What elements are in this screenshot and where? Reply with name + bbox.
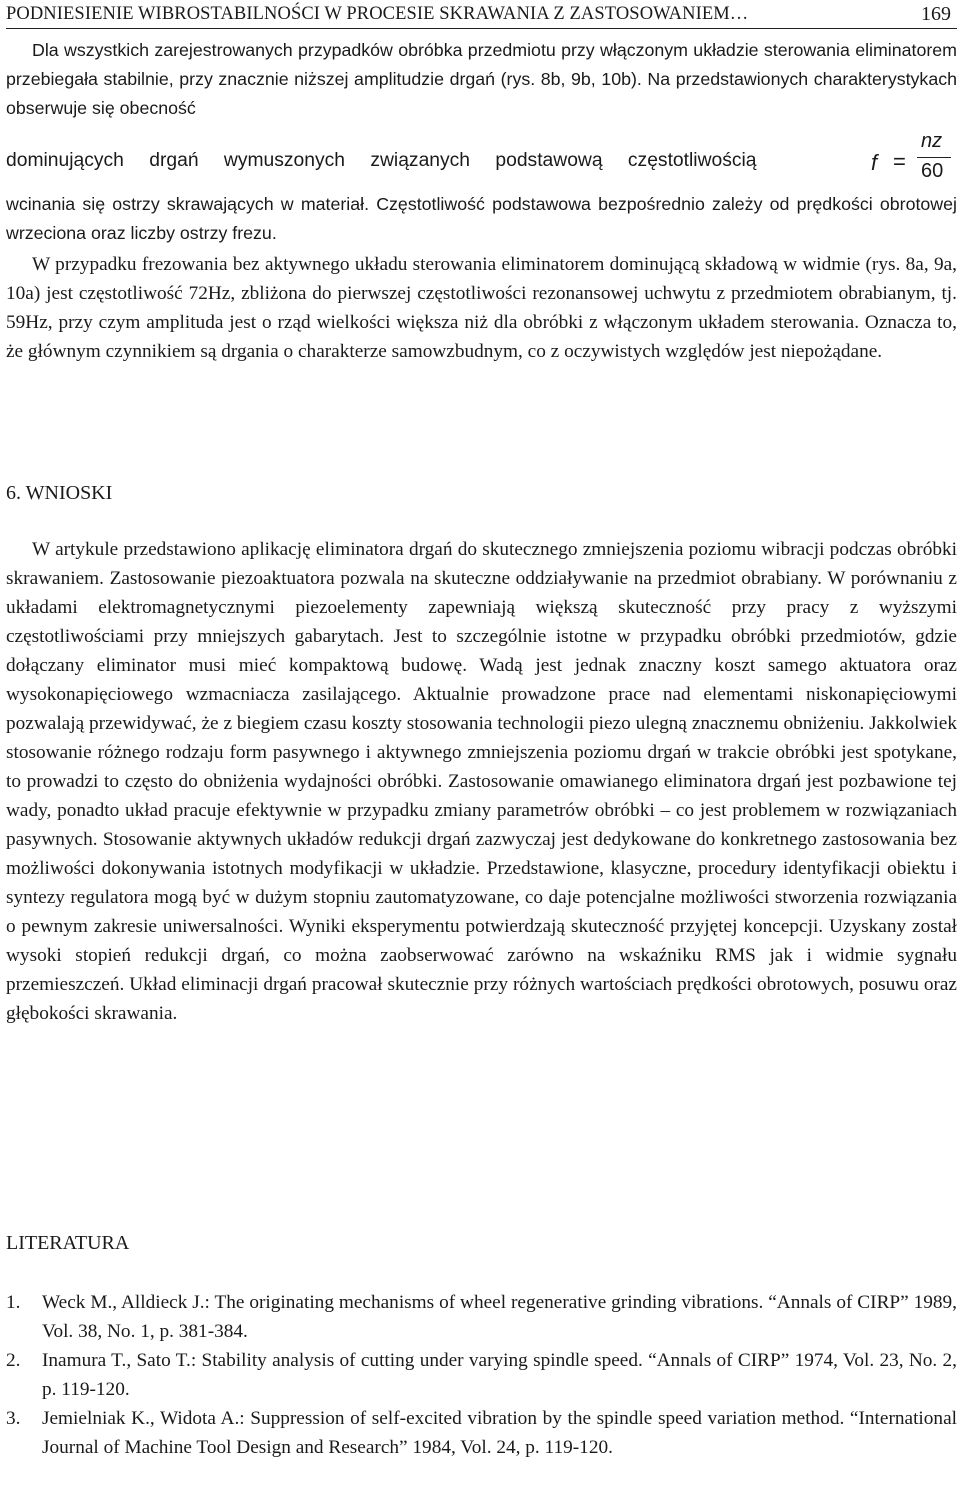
formula-denominator: 60 — [921, 160, 944, 182]
reference-item — [6, 1346, 957, 1404]
reference-list — [6, 1288, 957, 1462]
reference-number: 2. — [6, 1350, 21, 1371]
page-number: 169 — [921, 3, 951, 25]
formula-lhs: f — [871, 150, 878, 175]
paragraph-intro-3: W przypadku frezowania bez aktywnego układu sterowania eliminatorem dominującą składową w widmie (rys. 8a, 9a, 10a) jest częstotliwość 72Hz, zbliżona do pierwszej częstotliwości rezonansowej uchwytu z przedmiotem obrabianym, tj. 59Hz, przy czym amplituda jest o rząd wielkości większa niż dla obróbki z włączonym układem sterowania. Oznacza to, że głównym czynnikiem są drgania o charakterze samowzbudnym, co z oczywistych względów jest niepożądane. — [6, 254, 957, 362]
paragraph-intro-1: Dla wszystkich zarejestrowanych przypadków obróbka przedmiotu przy włączonym układzie sterowania eliminatorem przebiegała stabilnie, przy znacznie niższej amplitudzie drgań (rys. 8b, 9b, 10b). Na przedstawionych charakterystykach obserwuje się obecność — [6, 40, 957, 118]
frequency-formula — [871, 130, 953, 189]
reference-text: Inamura T., Sato T.: Stability analysis of cutting under varying spindle speed. “Annals of CIRP” 1974, Vol. 23, No. 2, p. 119-120. — [42, 1350, 957, 1400]
formula-line-text: dominujących drgań wymuszonych związanych podstawową częstotliwością — [6, 150, 757, 171]
reference-number: 1. — [6, 1292, 21, 1313]
reference-text: Weck M., Alldieck J.: The originating mechanisms of wheel regenerative grinding vibrations. “Annals of CIRP” 1989, Vol. 38, No. 1, p. 381-384. — [42, 1292, 957, 1342]
reference-text: Jemielniak K., Widota A.: Suppression of self-excited vibration by the spindle speed variation method. “International Journal of Machine Tool Design and Research” 1984, Vol. 24, p. 119-120. — [42, 1408, 957, 1458]
formula-equals: = — [893, 149, 906, 174]
formula-line — [6, 130, 957, 185]
section-heading-conclusions: 6. WNIOSKI — [6, 482, 113, 504]
paragraph-conclusions: W artykule przedstawiono aplikację eliminatora drgań do skutecznego zmniejszenia poziomu wibracji podczas obróbki skrawaniem. Zastosowanie piezoaktuatora pozwala na skuteczne oddziaływanie na przedmiot obrabiany. W porównaniu z układami elektromagnetycznymi piezoelementy zapewniają większą skuteczność przy pracy z wyższymi częstotliwościami przy mniejszych gabarytach. Jest to szczególnie istotne w przypadku obróbki przedmiotów, gdzie dołączany eliminator musi mieć kompaktową budowę. Wadą jest jednak znaczny koszt samego aktuatora oraz wysokonapięciowego wzmacniacza zasilającego. Aktualnie prowadzone prace nad elementami niskonapięciowymi pozwalają przewidywać, że z biegiem czasu koszty stosowania technologii piezo ulegną znacznemu obniżeniu. Jakkolwiek stosowanie różnego rodzaju form pasywnego i aktywnego zmniejszenia poziomu drgań w trakcie obróbki jest spotykane, to prowadzi to często do obniżenia wydajności obróbki. Zastosowanie omawianego eliminatora drgań jest pozbawione tej wady, ponadto układ pracuje efektywnie w przypadku zmiany parametrów obróbki – co jest problemem w rozwiązaniach pasywnych. Stosowanie aktywnych układów redukcji drgań zazwyczaj jest dedykowane do konkretnego zastosowania bez możliwości dokonywania istotnych modyfikacji w układzie. Przedstawione, klasyczne, procedury identyfikacji obiektu i syntezy regulatora mogą być w dużym stopniu zautomatyzowane, co daje potencjalne możliwości stworzenia rozwiązania o pewnym zakresie uniwersalności. Wyniki eksperymentu potwierdzają skuteczność przyjętej koncepcji. Uzyskany został wysoki stopień redukcji drgań, co można zaobserwować zarówno na wskaźniku RMS jak i widmie sygnału przemieszczeń. Układ eliminacji drgań pracował skutecznie przy różnych wartościach prędkości obrotowych, posuwu oraz głębokości skrawania. — [6, 539, 957, 1024]
running-title: PODNIESIENIE WIBROSTABILNOŚCI W PROCESIE SKRAWANIA Z ZASTOSOWANIEM… — [6, 4, 749, 24]
section-heading-references: LITERATURA — [6, 1232, 130, 1254]
formula-fraction-bar — [917, 157, 951, 158]
formula-numerator: nz — [921, 130, 943, 152]
reference-item — [6, 1288, 957, 1346]
reference-number: 3. — [6, 1408, 21, 1429]
running-header — [6, 2, 957, 29]
paragraph-intro-2: wcinania się ostrzy skrawających w materiał. Częstotliwość podstawowa bezpośrednio zależy od prędkości obrotowej wrzeciona oraz liczby ostrzy frezu. — [6, 194, 957, 243]
reference-item — [6, 1404, 957, 1462]
